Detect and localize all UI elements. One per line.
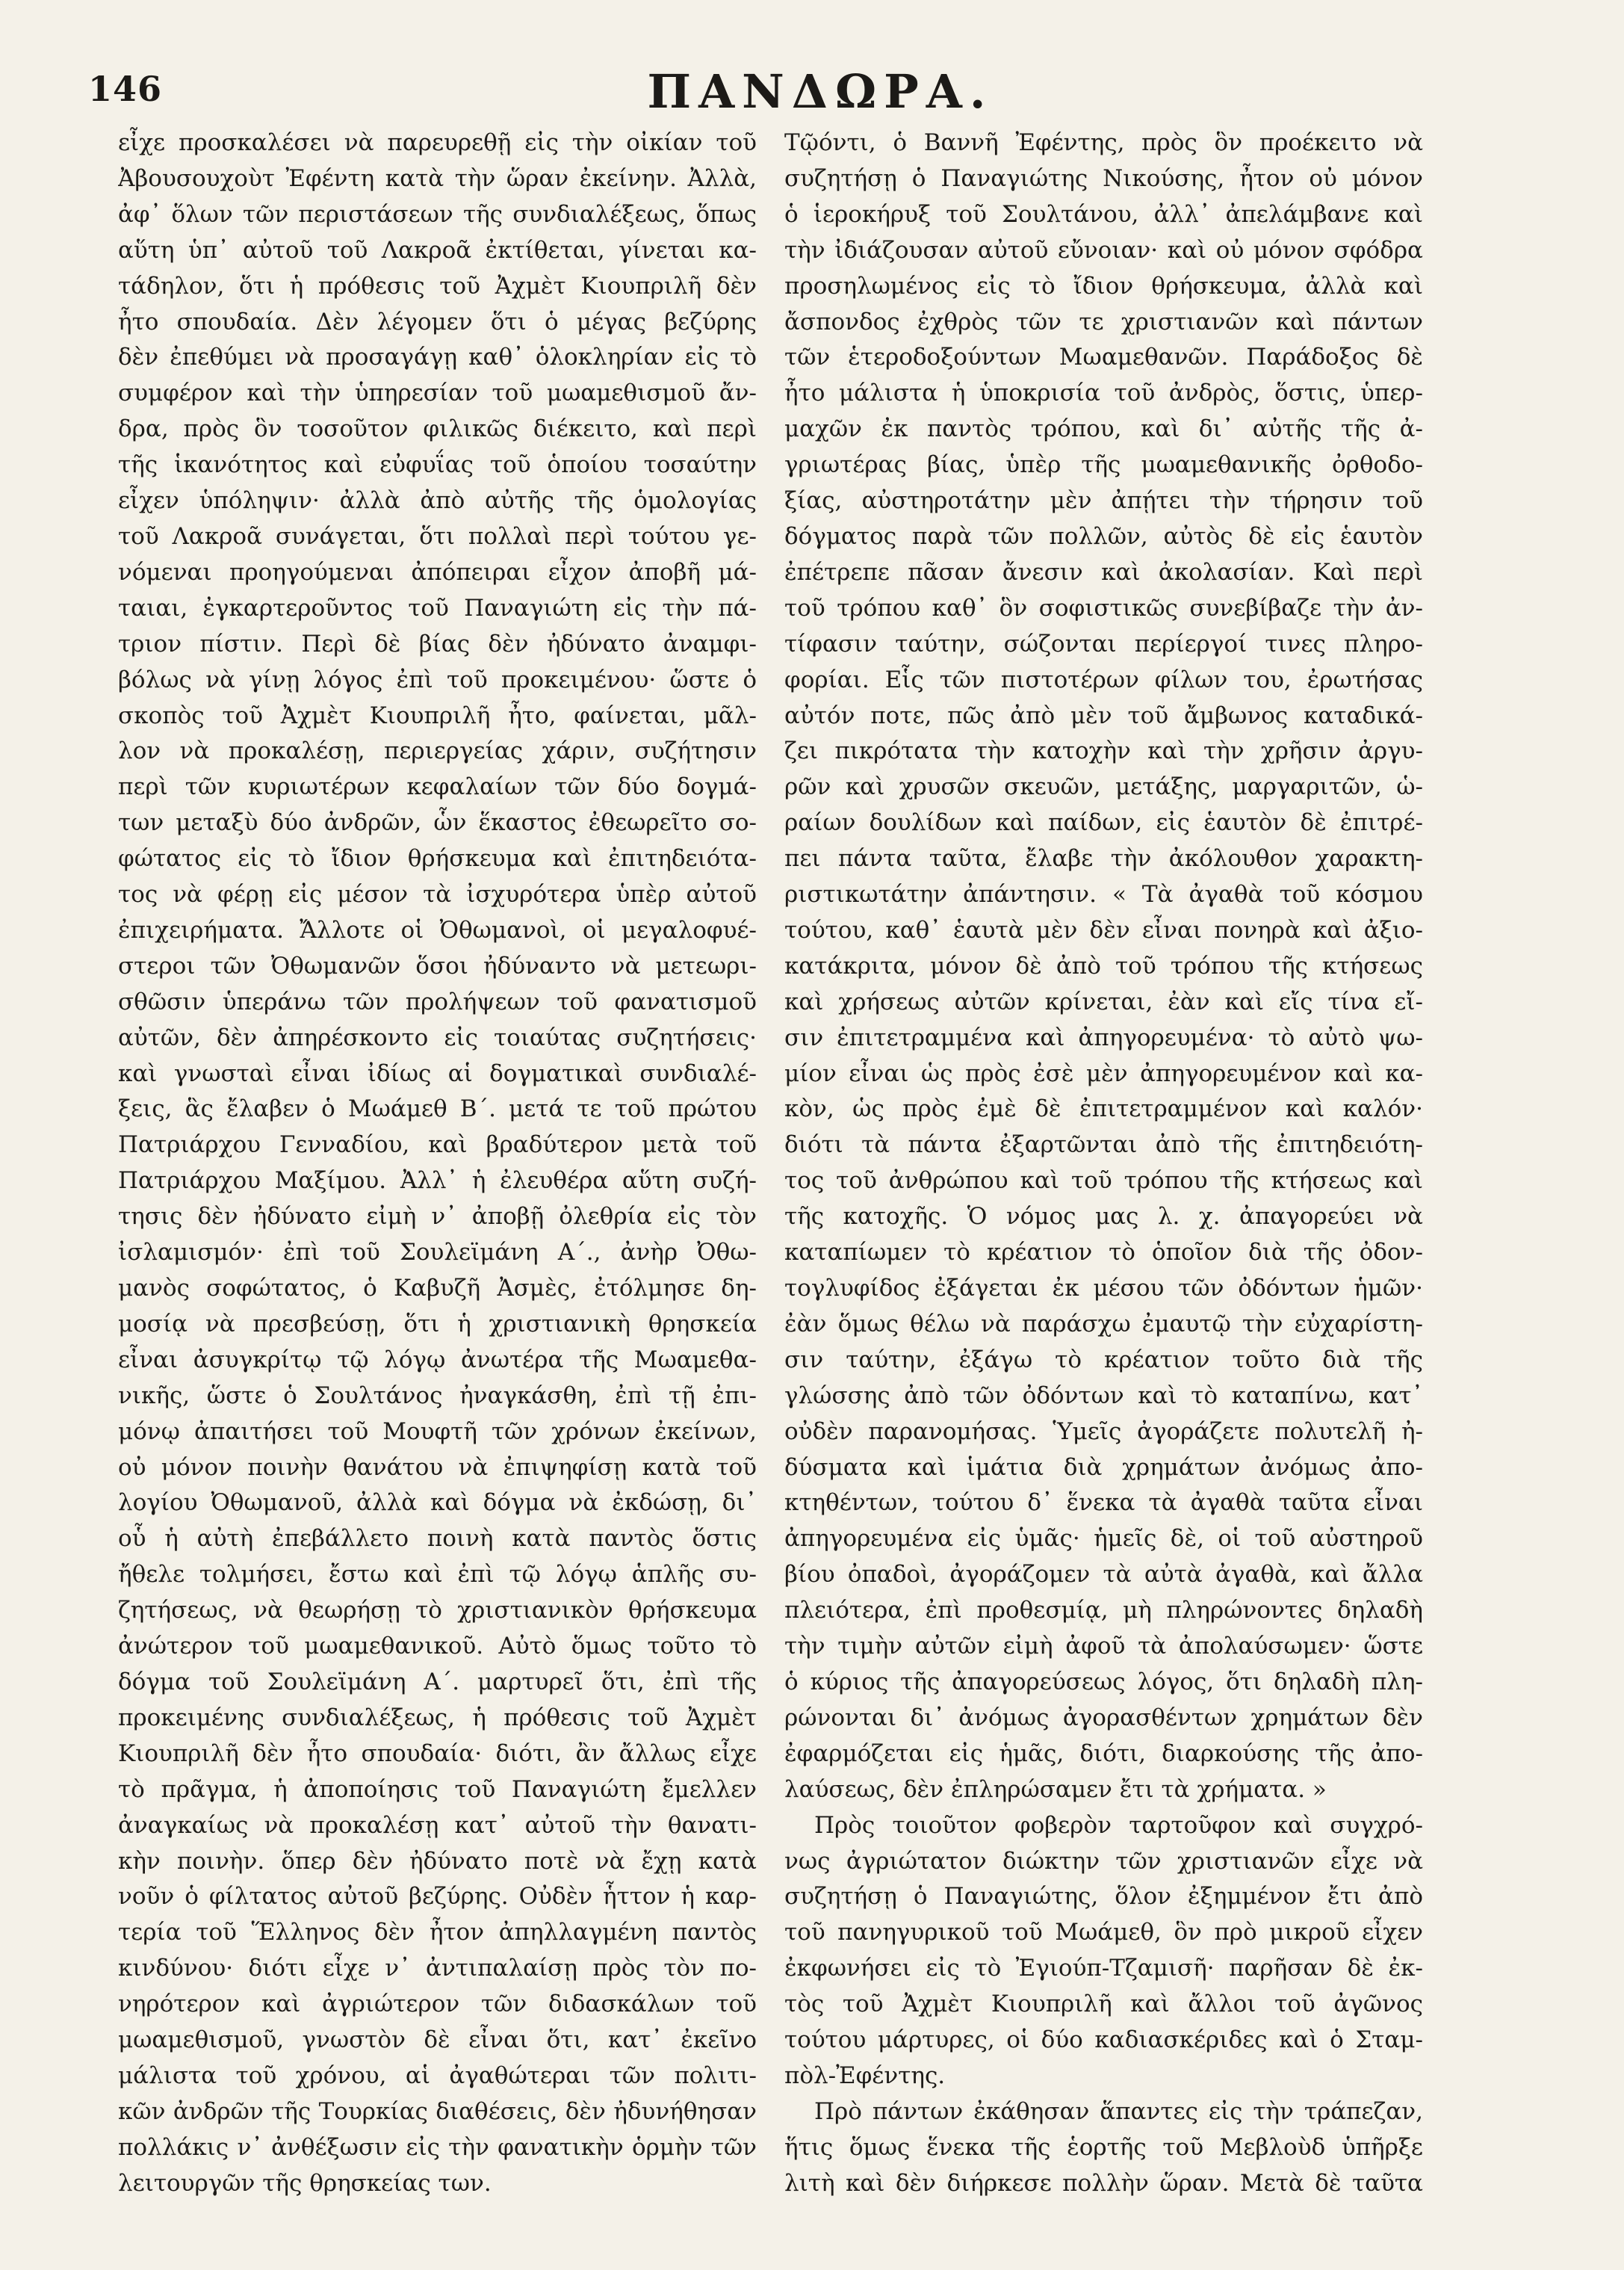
text-line: Τῷόντι, ὁ Βαννῆ Ἐφέντης, πρὸς ὃν προέκειτο νὰ — [784, 129, 1423, 156]
text-line: καὶ γνωσταὶ εἶναι ἰδίως αἱ δογματικαὶ συνδιαλέ- — [118, 1060, 757, 1087]
text-line: τοῦ πανηγυρικοῦ τοῦ Μωάμεθ, ὃν πρὸ μικροῦ εἶχεν — [784, 1919, 1423, 1946]
text-line: ἐπιχειρήματα. Ἄλλοτε οἱ Ὀθωμανοὶ, οἱ μεγαλοφυέ- — [118, 916, 757, 944]
text-line: μωαμεθισμοῦ, γνωστὸν δὲ εἶναι ὅτι, κατ᾽ ἐκεῖνο — [118, 2026, 757, 2054]
text-line: προσηλωμένος εἰς τὸ ἴδιον θρήσκευμα, ἀλλὰ καὶ — [784, 272, 1423, 300]
text-line: ἐκφωνήσει εἰς τὸ Ἐγιούπ-Τζαμισῆ· παρῆσαν δὲ ἐκ- — [784, 1955, 1423, 1982]
text-line: ἐὰν ὅμως θέλω νὰ παράσχω ἐμαυτῷ τὴν εὐχαρίστη- — [784, 1310, 1423, 1337]
text-line: ραίων δουλίδων καὶ παίδων, εἰς ἑαυτὸν δὲ ἐπιτρέ- — [784, 809, 1423, 837]
text-line: σιν ἐπιτετραμμένα καὶ ἀπηγορευμένα· τὸ αὐτὸ ψω- — [784, 1024, 1423, 1051]
text-line: ἰσλαμισμόν· ἐπὶ τοῦ Σουλεϊμάνη Α΄., ἀνὴρ Ὀθω- — [118, 1239, 757, 1267]
text-line: σθῶσιν ὑπεράνω τῶν προλήψεων τοῦ φανατισμοῦ — [118, 988, 757, 1015]
text-line: σιν ταύτην, ἐξάγω τὸ κρέατιον τοῦτο διὰ τῆς — [784, 1346, 1423, 1373]
text-line: συζητήσῃ ὁ Παναγιώτης, ὅλον ἐξημμένον ἔτι ἀπὸ — [784, 1883, 1423, 1911]
text-line: βίου ὀπαδοὶ, ἀγοράζομεν τὰ αὐτὰ ἀγαθὰ, καὶ ἄλλα — [784, 1561, 1423, 1589]
text-line: ρώνονται δι᾽ ἀνόμως ἀγορασθέντων χρημάτων δὲν — [784, 1704, 1423, 1731]
text-line: πει πάντα ταῦτα, ἔλαβε τὴν ἀκόλουθον χαρακτη- — [784, 845, 1423, 873]
text-line: δόγματος παρὰ τῶν πολλῶν, αὐτὸς δὲ εἰς ἑαυτὸν — [784, 522, 1423, 550]
page-header — [88, 64, 1552, 119]
text-line: φορίαι. Εἷς τῶν πιστοτέρων φίλων του, ἐρωτήσας — [784, 666, 1423, 693]
text-line: λον νὰ προκαλέσῃ, περιεργείας χάριν, συζήτησιν — [118, 737, 757, 765]
text-line: γριωτέρας βίας, ὑπὲρ τῆς μωαμεθανικῆς ὀρθοδο- — [784, 451, 1423, 479]
text-line: στεροι τῶν Ὀθωμανῶν ὅσοι ἠδύναντο νὰ μετεωρι- — [118, 952, 757, 980]
text-line: νηρότερον καὶ ἀγριώτερον τῶν διδασκάλων τοῦ — [118, 1991, 757, 2018]
text-line: τὸ πρᾶγμα, ἡ ἀποποίησις τοῦ Παναγιώτη ἔμελλεν — [118, 1775, 757, 1803]
text-line: γλώσσης ἀπὸ τῶν ὀδόντων καὶ τὸ καταπίνω, κατ᾽ — [784, 1382, 1423, 1409]
text-line: περὶ τῶν κυριωτέρων κεφαλαίων τῶν δύο δογμά- — [118, 773, 757, 801]
text-line: τος νὰ φέρῃ εἰς μέσον τὰ ἰσχυρότερα ὑπὲρ αὐτοῦ — [118, 881, 757, 909]
text-line: λαύσεως, δὲν ἐπληρώσαμεν ἔτι τὰ χρήματα. » — [784, 1775, 1327, 1803]
text-line: πὸλ-Ἐφέντης. — [784, 2062, 946, 2089]
text-line: αὐτόν ποτε, πῶς ἀπὸ μὲν τοῦ ἄμβωνος καταδικά- — [784, 702, 1423, 729]
text-line: ριστικωτάτην ἀπάντησιν. « Τὰ ἀγαθὰ τοῦ κόσμου — [784, 881, 1423, 909]
text-line: ἄσπονδος ἐχθρὸς τῶν τε χριστιανῶν καὶ πάντων — [784, 308, 1423, 335]
text-line: ἐφαρμόζεται εἰς ἡμᾶς, διότι, διαρκούσης τῆς ἀπο- — [784, 1739, 1423, 1767]
text-line: ζητήσεως, νὰ θεωρήσῃ τὸ χριστιανικὸν θρήσκευμα — [118, 1597, 757, 1624]
text-line: τος τοῦ ἀνθρώπου καὶ τοῦ τρόπου τῆς κτήσεως καὶ — [784, 1167, 1423, 1195]
text-line: αὐτῶν, δὲν ἀπηρέσκοντο εἰς τοιαύτας συζητήσεις· — [118, 1024, 757, 1051]
text-line: ἦτο σπουδαία. Δὲν λέγομεν ὅτι ὁ μέγας βεζύρης — [118, 308, 757, 335]
text-line: νοῦν ὁ φίλτατος αὐτοῦ βεζύρης. Οὐδὲν ἧττον ἡ καρ- — [118, 1883, 757, 1911]
text-line: λογίου Ὀθωμανοῦ, ἀλλὰ καὶ δόγμα νὰ ἐκδώσῃ, δι᾽ — [118, 1489, 757, 1517]
text-line: πολλάκις ν᾽ ἀνθέξωσιν εἰς τὴν φανατικὴν ὁρμὴν τῶν — [118, 2133, 757, 2161]
text-line: τῆς κατοχῆς. Ὁ νόμος μας λ. χ. ἀπαγορεύει νὰ — [784, 1203, 1423, 1231]
text-line: ὁ κύριος τῆς ἀπαγορεύσεως λόγος, ὅτι δηλαδὴ πλη- — [784, 1668, 1423, 1695]
text-line: Ἀβουσουχοὺτ Ἐφέντη κατὰ τὴν ὥραν ἐκείνην. Ἀλλὰ, — [118, 164, 757, 192]
text-line: δόγμα τοῦ Σουλεϊμάνη Α΄. μαρτυρεῖ ὅτι, ἐπὶ τῆς — [118, 1668, 757, 1695]
text-line: πλειότερα, ἐπὶ προθεσμίᾳ, μὴ πληρώνοντες δηλαδὴ — [784, 1597, 1423, 1624]
text-line: εἶχε προσκαλέσει νὰ παρευρεθῇ εἰς τὴν οἰκίαν τοῦ — [118, 129, 757, 156]
text-line: τὸς τοῦ Ἀχμὲτ Κιουπριλῆ καὶ ἄλλοι τοῦ ἀγῶνος — [784, 1991, 1423, 2018]
text-line: συζητήσῃ ὁ Παναγιώτης Νικούσης, ἦτον οὐ μόνον — [784, 164, 1423, 192]
text-line: Πρὸς τοιοῦτον φοβερὸν ταρτοῦφον καὶ συγχρό- — [814, 1811, 1423, 1839]
text-line: τάδηλον, ὅτι ἡ πρόθεσις τοῦ Ἀχμὲτ Κιουπριλῆ δὲν — [118, 272, 757, 300]
text-line: οὐ μόνον ποινὴν θανάτου νὰ ἐπιψηφίσῃ κατὰ τοῦ — [118, 1453, 757, 1481]
text-line: καὶ χρήσεως αὐτῶν κρίνεται, ἐὰν καὶ εἴς τίνα εἴ- — [784, 988, 1423, 1015]
text-line: τογλυφίδος ἐξάγεται ἐκ μέσου τῶν ὀδόντων ἡμῶν· — [784, 1275, 1423, 1302]
page-number: 146 — [88, 69, 163, 109]
text-line: ἦτο μάλιστα ἡ ὑποκρισία τοῦ ἀνδρὸς, ὅστις, ὑπερ- — [784, 380, 1423, 407]
text-line: ταιαι, ἐγκαρτεροῦντος τοῦ Παναγιώτη εἰς τὴν πά- — [118, 594, 757, 622]
text-line: μανὸς σοφώτατος, ὁ Καβυζῆ Ἀσμὲς, ἐτόλμησε δη- — [118, 1275, 757, 1302]
text-line: τίφασιν ταύτην, σώζονται περίεργοί τινες πληρο- — [784, 630, 1423, 658]
text-line: κὸν, ὡς πρὸς ἐμὲ δὲ ἐπιτετραμμένον καὶ καλόν· — [784, 1095, 1423, 1123]
text-line: Πατριάρχου Μαξίμου. Ἀλλ᾽ ἡ ἐλευθέρα αὕτη συζή- — [118, 1167, 757, 1195]
text-line: μαχῶν ἐκ παντὸς τρόπου, καὶ δι᾽ αὐτῆς τῆς ἀ- — [784, 415, 1423, 443]
text-line: τῆς ἱκανότητος καὶ εὐφυΐας τοῦ ὁποίου τοσαύτην — [118, 451, 757, 479]
left-text-column — [118, 126, 757, 2255]
text-line: λιτὴ καὶ δὲν διήρκεσε πολλὴν ὥραν. Μετὰ δὲ ταῦτα — [784, 2169, 1423, 2197]
text-line: νικῆς, ὥστε ὁ Σουλτάνος ἠναγκάσθη, ἐπὶ τῇ ἐπι- — [118, 1382, 757, 1409]
text-line: καταπίωμεν τὸ κρέατιον τὸ ὁποῖον διὰ τῆς ὀδον- — [784, 1239, 1423, 1267]
text-line: τῶν ἑτεροδοξούντων Μωαμεθανῶν. Παράδοξος δὲ — [784, 344, 1423, 371]
text-line: διότι τὰ πάντα ἐξαρτῶνται ἀπὸ τῆς ἐπιτηδειότη- — [784, 1131, 1423, 1159]
right-text-column — [784, 126, 1423, 2255]
text-line: ρῶν καὶ χρυσῶν σκευῶν, μετάξης, μαργαριτῶν, ὡ- — [784, 773, 1423, 801]
text-line: Πατριάρχου Γενναδίου, καὶ βραδύτερον μετὰ τοῦ — [118, 1131, 757, 1159]
text-line: εἶχεν ὑπόληψιν· ἀλλὰ ἀπὸ αὐτῆς τῆς ὁμολογίας — [118, 487, 757, 515]
text-line: ξίας, αὐστηροτάτην μὲν ἀπῄτει τὴν τήρησιν τοῦ — [784, 487, 1423, 515]
text-line: φώτατος εἰς τὸ ἴδιον θρήσκευμα καὶ ἐπιτηδειότα- — [118, 845, 757, 873]
text-line: εἶναι ἀσυγκρίτῳ τῷ λόγῳ ἀνωτέρα τῆς Μωαμεθα- — [118, 1346, 757, 1373]
text-line: μόνῳ ἀπαιτήσει τοῦ Μουφτῆ τῶν χρόνων ἐκείνων, — [118, 1417, 757, 1445]
text-line: οὐδὲν παρανομήσας. Ὑμεῖς ἀγοράζετε πολυτελῆ ἠ- — [784, 1417, 1423, 1445]
text-line: ὁ ἱεροκήρυξ τοῦ Σουλτάνου, ἀλλ᾽ ἀπελάμβανε καὶ — [784, 200, 1423, 228]
text-line: βόλως νὰ γίνῃ λόγος ἐπὶ τοῦ προκειμένου· ὥστε ὁ — [118, 666, 757, 693]
text-line: ξεις, ἃς ἔλαβεν ὁ Μωάμεθ Β΄. μετά τε τοῦ πρώτου — [118, 1095, 757, 1123]
text-line: τριον πίστιν. Περὶ δὲ βίας δὲν ἠδύνατο ἀναμφι- — [118, 630, 757, 658]
text-line: λειτουργῶν τῆς θρησκείας των. — [118, 2169, 492, 2197]
text-line: τερία τοῦ Ἕλληνος δὲν ἦτον ἀπηλλαγμένη παντὸς — [118, 1919, 757, 1946]
text-line: δρα, πρὸς ὃν τοσοῦτον φιλικῶς διέκειτο, καὶ περὶ — [118, 415, 757, 443]
text-line: σκοπὸς τοῦ Ἀχμὲτ Κιουπριλῆ ἦτο, φαίνεται, μᾶλ- — [118, 702, 757, 729]
text-line: κατάκριτα, μόνον δὲ ἀπὸ τοῦ τρόπου τῆς κτήσεως — [784, 952, 1423, 980]
running-title: ΠΑΝΔΩΡΑ. — [647, 64, 994, 119]
text-line: τοῦ τρόπου καθ᾽ ὃν σοφιστικῶς συνεβίβαζε τὴν ἀν- — [784, 594, 1423, 622]
text-line: τὴν τιμὴν αὐτῶν εἰμὴ ἀφοῦ τὰ ἀπολαύσωμεν· ὥστε — [784, 1633, 1423, 1660]
text-line: ἐπέτρεπε πᾶσαν ἄνεσιν καὶ ἀκολασίαν. Καὶ περὶ — [784, 558, 1423, 586]
text-line: ἀνώτερον τοῦ μωαμεθανικοῦ. Αὐτὸ ὅμως τοῦτο τὸ — [118, 1633, 757, 1660]
text-line: κὴν ποινὴν. ὅπερ δὲν ἠδύνατο ποτὲ νὰ ἔχῃ κατὰ — [118, 1847, 757, 1875]
text-line: οὗ ἡ αὐτὴ ἐπεβάλλετο ποινὴ κατὰ παντὸς ὅστις — [118, 1525, 757, 1553]
text-line: ζει πικρότατα τὴν κατοχὴν καὶ τὴν χρῆσιν ἀργυ- — [784, 737, 1423, 765]
text-line: δὲν ἐπεθύμει νὰ προσαγάγῃ καθ᾽ ὁλοκληρίαν εἰς τὸ — [118, 344, 757, 371]
text-line: ἀπηγορευμένα εἰς ὑμᾶς· ἡμεῖς δὲ, οἱ τοῦ αὐστηροῦ — [784, 1525, 1423, 1553]
text-line: δύσματα καὶ ἱμάτια διὰ χρημάτων ἀνόμως ἀπο- — [784, 1453, 1423, 1481]
text-line: τὴν ἰδιάζουσαν αὐτοῦ εὔνοιαν· καὶ οὐ μόνον σφόδρα — [784, 236, 1423, 264]
text-line: ἤθελε τολμήσει, ἔστω καὶ ἐπὶ τῷ λόγῳ ἁπλῆς συ- — [118, 1561, 757, 1589]
text-line: κτηθέντων, τούτου δ᾽ ἕνεκα τὰ ἀγαθὰ ταῦτα εἶναι — [784, 1489, 1423, 1517]
text-line: ἥτις ὅμως ἕνεκα τῆς ἑορτῆς τοῦ Μεβλοὺδ ὑπῆρξε — [784, 2133, 1423, 2161]
text-line: τούτου, καθ᾽ ἑαυτὰ μὲν δὲν εἶναι πονηρὰ καὶ ἀξιο- — [784, 916, 1423, 944]
text-line: μίον εἶναι ὡς πρὸς ἐσὲ μὲν ἀπηγορευμένον καὶ κα- — [784, 1060, 1423, 1087]
text-line: κινδύνου· διότι εἶχε ν᾽ ἀντιπαλαίσῃ πρὸς τὸν πο- — [118, 1955, 757, 1982]
text-line: νόμεναι προηγούμεναι ἀπόπειραι εἶχον ἀποβῆ μά- — [118, 558, 757, 586]
text-line: αὕτη ὑπ᾽ αὐτοῦ τοῦ Λακροᾶ ἐκτίθεται, γίνεται κα- — [118, 236, 757, 264]
text-line: μοσίᾳ νὰ πρεσβεύσῃ, ὅτι ἡ χριστιανικὴ θρησκεία — [118, 1310, 757, 1337]
text-line: κῶν ἀνδρῶν τῆς Τουρκίας διαθέσεις, δὲν ἠδυνήθησαν — [118, 2097, 757, 2125]
text-line: τοῦ Λακροᾶ συνάγεται, ὅτι πολλαὶ περὶ τούτου γε- — [118, 522, 757, 550]
text-line: τούτου μάρτυρες, οἱ δύο καδιασκέριδες καὶ ὁ Σταμ- — [784, 2026, 1423, 2054]
text-line: Πρὸ πάντων ἐκάθησαν ἅπαντες εἰς τὴν τράπεζαν, — [814, 2097, 1423, 2125]
text-line: ἀναγκαίως νὰ προκαλέσῃ κατ᾽ αὐτοῦ τὴν θανατι- — [118, 1811, 757, 1839]
text-line: ἀφ᾽ ὅλων τῶν περιστάσεων τῆς συνδιαλέξεως, ὅπως — [118, 200, 757, 228]
text-line: τησις δὲν ἠδύνατο εἰμὴ ν᾽ ἀποβῇ ὀλεθρία εἰς τὸν — [118, 1203, 757, 1231]
text-line: συμφέρον καὶ τὴν ὑπηρεσίαν τοῦ μωαμεθισμοῦ ἄν- — [118, 380, 757, 407]
text-line: προκειμένης συνδιαλέξεως, ἡ πρόθεσις τοῦ Ἀχμὲτ — [118, 1704, 757, 1731]
text-line: των μεταξὺ δύο ἀνδρῶν, ὧν ἕκαστος ἐθεωρεῖτο σο- — [118, 809, 757, 837]
text-line: νως ἀγριώτατον διώκτην τῶν χριστιανῶν εἶχε νὰ — [784, 1847, 1423, 1875]
text-line: Κιουπριλῆ δὲν ἦτο σπουδαία· διότι, ἂν ἄλλως εἶχε — [118, 1739, 757, 1767]
text-line: μάλιστα τοῦ χρόνου, αἱ ἀγαθώτεραι τῶν πολιτι- — [118, 2062, 757, 2089]
